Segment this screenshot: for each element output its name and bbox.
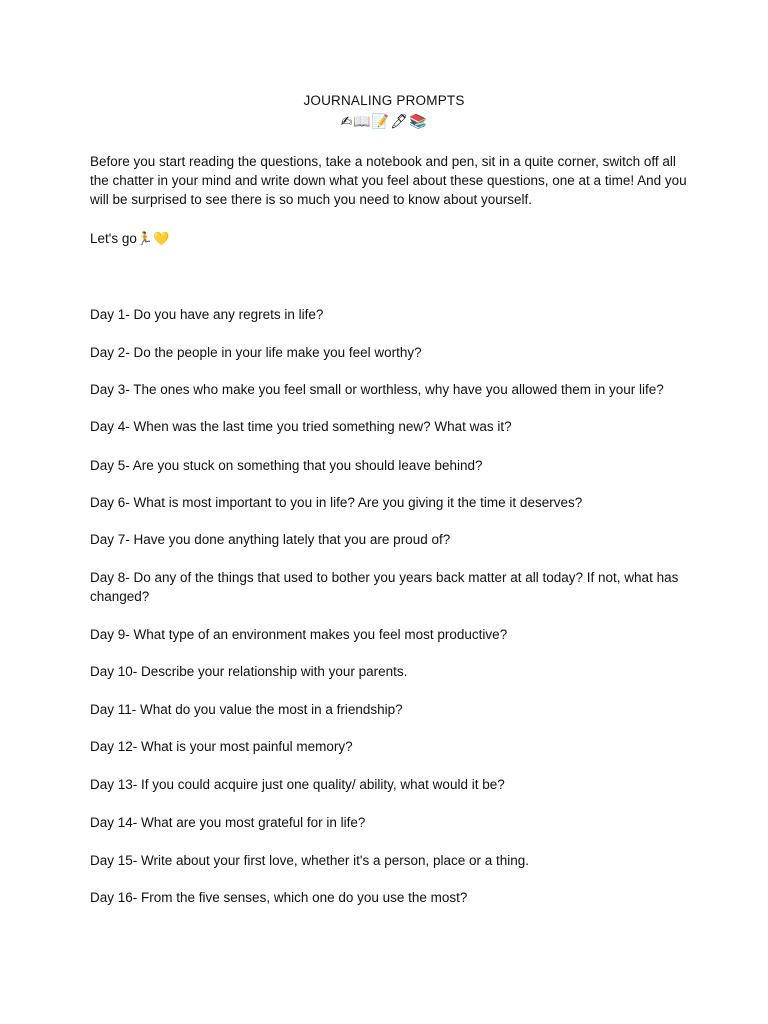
prompt-item: Day 9- What type of an environment makes you feel most productive? (90, 627, 508, 642)
prompt-item: Day 12- What is your most painful memory? (90, 739, 353, 754)
prompt-item: Day 16- From the five senses, which one do you use the most? (90, 890, 468, 905)
prompt-item: Day 6- What is most important to you in life? Are you giving it the time it deserves? (90, 495, 583, 510)
document-title: JOURNALING PROMPTS (303, 93, 465, 108)
prompt-item: Day 7- Have you done anything lately that you are proud of? (90, 532, 451, 547)
prompt-item: Day 11- What do you value the most in a friendship? (90, 702, 403, 717)
prompt-item: Day 2- Do the people in your life make you feel worthy? (90, 345, 422, 360)
lets-go-line (90, 231, 169, 247)
prompt-item: Day 15- Write about your first love, whether it's a person, place or a thing. (90, 853, 530, 868)
prompt-item: Day 4- When was the last time you tried something new? What was it? (90, 419, 512, 434)
intro-paragraph: Before you start reading the questions, take a notebook and pen, sit in a quite corner, switch off all the chatter in your mind and write down what you feel about these questions, one at a time! And you will be surprised to see there is so much you need to know about yourself. (90, 154, 687, 207)
prompt-item: Day 13- If you could acquire just one quality/ ability, what would it be? (90, 777, 505, 792)
prompt-item: Day 1- Do you have any regrets in life? (90, 307, 324, 322)
prompt-item: Day 14- What are you most grateful for in life? (90, 815, 366, 830)
prompt-item: Day 3- The ones who make you feel small or worthless, why have you allowed them in your life? (90, 382, 664, 397)
title-emoji-row: ✍📖📝🖊📚 (340, 114, 428, 130)
lets-go-text: Let's go (90, 231, 137, 246)
lets-go-emojis: 🏃💛 (136, 232, 170, 247)
prompt-item: Day 5- Are you stuck on something that you should leave behind? (90, 458, 483, 473)
prompt-item: Day 8- Do any of the things that used to bother you years back matter at all today? If not, what has changed? (90, 570, 679, 604)
prompt-item: Day 10- Describe your relationship with your parents. (90, 664, 408, 679)
